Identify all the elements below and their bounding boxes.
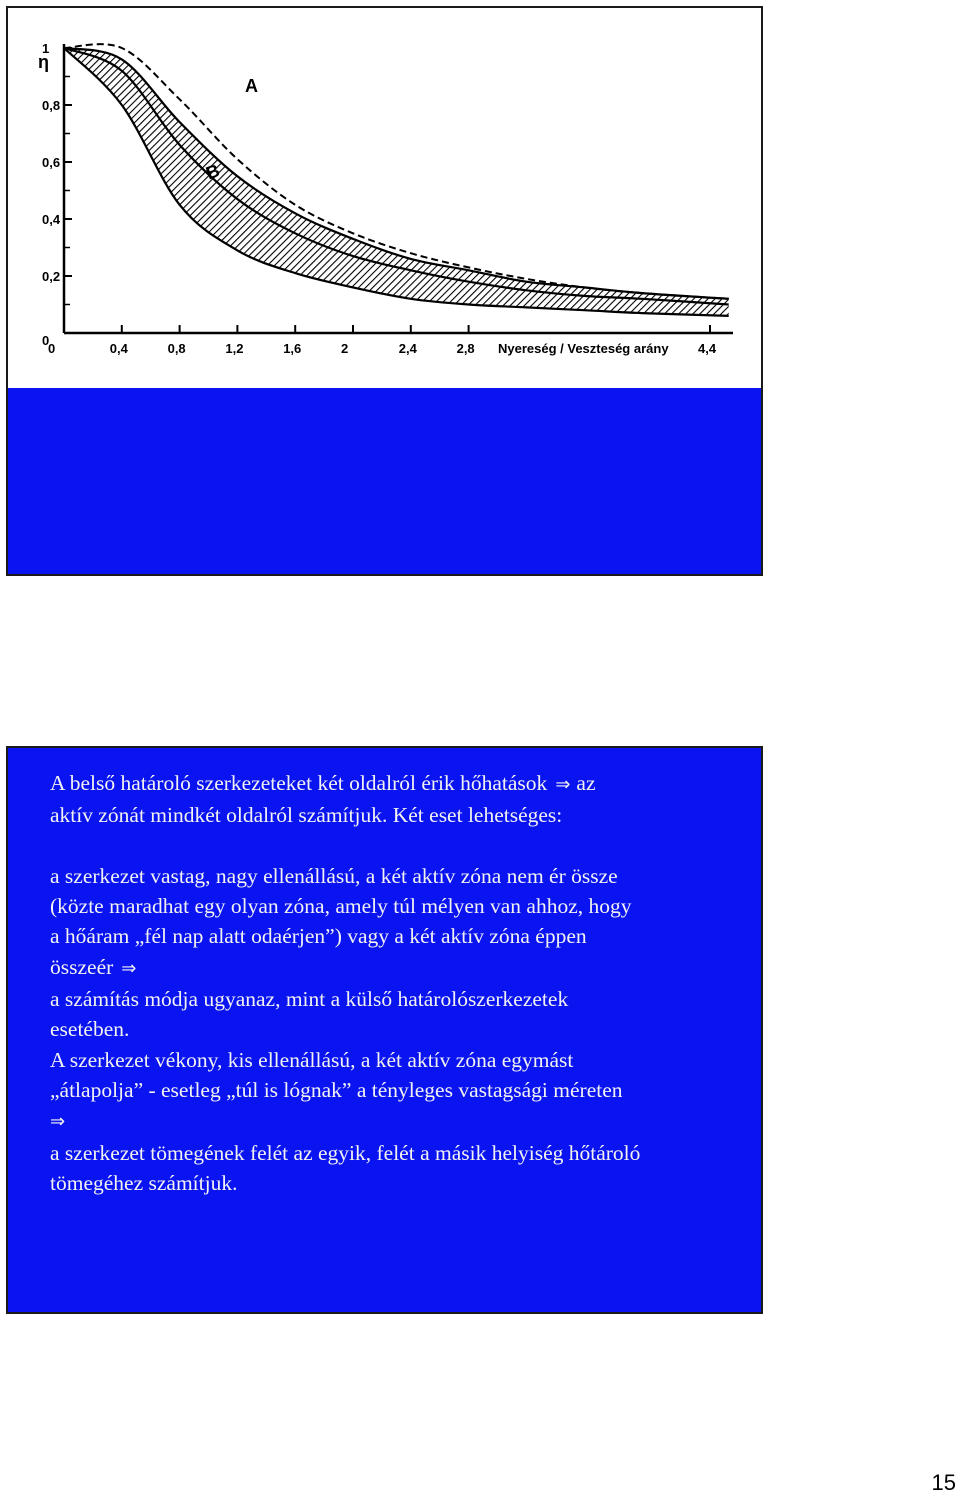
implies-arrow-icon: ⇒ bbox=[555, 774, 571, 795]
implies-arrow-icon: ⇒ bbox=[121, 957, 137, 979]
x-tick-label: 0,4 bbox=[109, 341, 128, 356]
paragraph-line: a hőáram „fél nap alatt odaérjen”) vagy a két aktív zóna éppen bbox=[50, 924, 587, 949]
x-origin-label: 0 bbox=[48, 341, 56, 356]
paragraph-line: esetében. bbox=[50, 1017, 130, 1042]
y-tick-label: 0,8 bbox=[42, 98, 61, 113]
text-block bbox=[50, 768, 750, 1198]
y-tick-label: 0,2 bbox=[42, 269, 61, 284]
y-tick-label: 0 bbox=[42, 333, 50, 348]
paragraph-line: a szerkezet tömegének felét az egyik, felét a másik helyiség hőtároló bbox=[50, 1140, 641, 1165]
y-tick-label: 0,6 bbox=[42, 155, 61, 170]
paragraph-line: (közte maradhat egy olyan zóna, amely túl mélyen van ahhoz, hogy bbox=[50, 894, 632, 919]
y-tick-label: 0,4 bbox=[42, 212, 61, 227]
efficiency-chart bbox=[8, 8, 761, 388]
y-axis-label: η bbox=[38, 52, 49, 72]
paragraph-line: A belső határoló szerkezeteket két oldalról érik hőhatások ⇒ az bbox=[50, 771, 596, 795]
x-tick-label: 1,2 bbox=[225, 341, 244, 356]
paragraph-line: a szerkezet vastag, nagy ellenállású, a két aktív zóna nem ér össze bbox=[50, 863, 618, 888]
x-axis-label: Nyereség / Veszteség arány bbox=[498, 341, 669, 356]
x-tick-label: 2 bbox=[341, 341, 349, 356]
page-number: 15 bbox=[931, 1470, 956, 1495]
x-tick-label: 0,8 bbox=[167, 341, 186, 356]
x-tick-label: 2,8 bbox=[456, 341, 475, 356]
x-tick-label: 1,6 bbox=[283, 341, 302, 356]
paragraph-line: A szerkezet vékony, kis ellenállású, a két aktív zóna egymást bbox=[50, 1047, 574, 1072]
paragraph-line: a számítás módja ugyanaz, mint a külső határolószerkezetek bbox=[50, 987, 569, 1012]
chart-area bbox=[8, 8, 761, 388]
x-tick-label: 4,4 bbox=[698, 341, 717, 356]
paragraph-line bbox=[50, 1105, 750, 1137]
slide-text bbox=[6, 746, 763, 1314]
paragraph-line: összeér ⇒ bbox=[50, 952, 750, 984]
y-tick-label: 1 bbox=[42, 41, 50, 56]
x-tick-label: 2,4 bbox=[398, 341, 417, 356]
slide-chart bbox=[6, 6, 763, 576]
curve-a-label: A bbox=[245, 76, 258, 96]
paragraph-line: aktív zónát mindkét oldalról számítjuk. Két eset lehetséges: bbox=[50, 803, 563, 828]
paragraph-line: tömegéhez számítjuk. bbox=[50, 1170, 238, 1195]
paragraph-line: „átlapolja” - esetleg „túl is lógnak” a tényleges vastagsági méreten bbox=[50, 1077, 623, 1102]
curve-b-label: B bbox=[203, 160, 223, 184]
implies-arrow-icon: ⇒ bbox=[50, 1111, 66, 1133]
